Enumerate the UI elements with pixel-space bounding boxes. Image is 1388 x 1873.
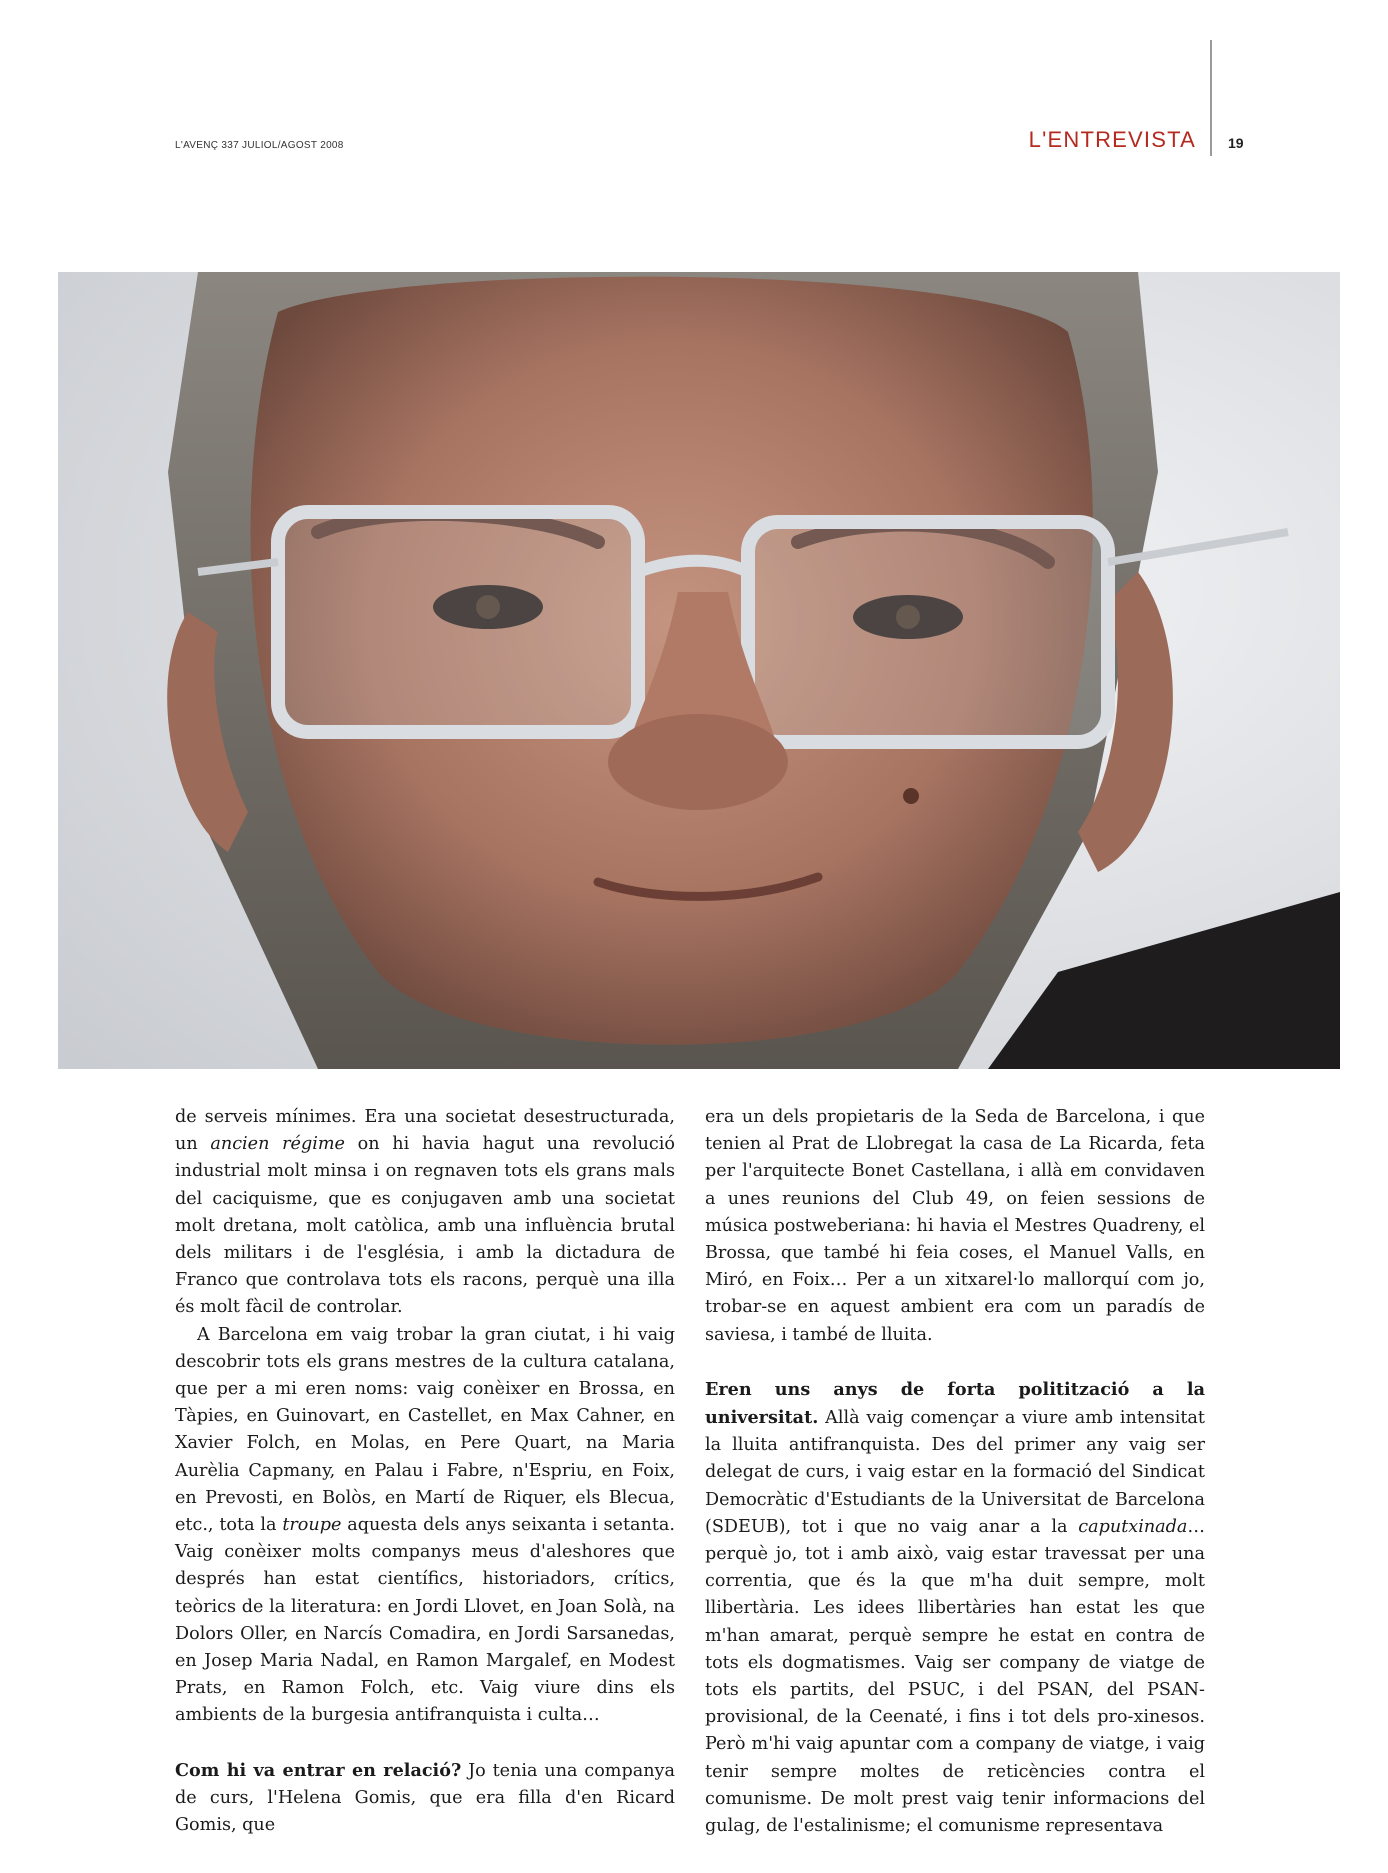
portrait-photo (58, 272, 1340, 1069)
interview-question: Com hi va entrar en relació? (175, 1759, 462, 1781)
section-title: L'ENTREVISTA (1028, 127, 1196, 152)
article-column-right (705, 1104, 1205, 1840)
portrait-photo-icon (58, 272, 1340, 1069)
page-number: 19 (1228, 135, 1244, 151)
paragraph: Eren uns anys de forta politització a la universitat. Allà vaig començar a viure amb intensitat la lluita antifranquista. Des del primer any vaig ser delegat de curs, i vaig estar en la formació del Sindicat Democràtic d'Estudiants de la Universitat de Barcelona (SDEUB), tot i que no vaig anar a la caputxinada… perquè jo, tot i amb això, vaig estar travessat per una correntia, que és la que m'ha duit sempre, molt llibertària. Les idees llibertàries han estat les que m'han amarat, perquè sempre he estat en contra de tots els dogmatismes. Vaig ser company de viatge de tots els partits, del PSUC, i del PSAN, del PSAN-provisional, de la Ceenaté, i fins i tot dels pro-xinesos. Però m'hi vaig apuntar com a company de viatge, i vaig tenir sempre moltes de reticències contra el comunisme. De molt prest vaig tenir informacions del gulag, de l'estalinisme; el comunisme representava (705, 1378, 1205, 1837)
paragraph: A Barcelona em vaig trobar la gran ciutat, i hi vaig descobrir tots els grans mestres de la cultura catalana, que per a mi eren noms: vaig conèixer en Brossa, en Tàpies, en Guinovart, en Castellet, en Max Cahner, en Xavier Folch, en Molas, en Pere Quart, na Maria Aurèlia Capmany, en Palau i Fabre, n'Espriu, en Foix, en Prevosti, en Bolòs, en Martí de Riquer, els Blecua, etc., tota la troupe aquesta dels anys seixanta i setanta. Vaig conèixer molts companys meus d'aleshores que després han estat científics, historiadors, crítics, teòrics de la literatura: en Jordi Llovet, en Joan Solà, na Dolors Oller, en Narcís Comadira, en Jordi Sarsanedas, en Josep Maria Nadal, en Ramon Margalef, en Modest Prats, en Ramon Folch, etc. Vaig viure dins els ambients de la burgesia antifranquista i culta… (175, 1324, 675, 1726)
paragraph: de serveis mínimes. Era una societat desestructurada, un ancien régime on hi havia hagut una revolució industrial molt minsa i on regnaven tots els grans mals del caciquisme, que es conjugaven amb una societat molt dretana, molt catòlica, amb una influència brutal dels militars i de l'església, i amb la dictadura de Franco que controlava tots els racons, perquè una illa és molt fàcil de controlar. (175, 1107, 675, 1318)
paragraph: era un dels propietaris de la Seda de Barcelona, i que tenien al Prat de Llobregat la casa de La Ricarda, feta per l'arquitecte Bonet Castellana, i allà em convidaven a unes reunions del Club 49, on feien sessions de música postweberiana: hi havia el Mestres Quadreny, el Brossa, que també hi feia coses, el Manuel Valls, en Miró, en Foix… Per a un xitxarel·lo mallorquí com jo, trobar-se en aquest ambient era com un paradís de saviesa, i també de lluita. (705, 1107, 1205, 1345)
header-divider (1210, 40, 1212, 156)
running-head: L'AVENÇ 337 JULIOL/AGOST 2008 (175, 140, 344, 151)
article-column-left (175, 1104, 675, 1839)
paragraph: Com hi va entrar en relació? Jo tenia una companya de curs, l'Helena Gomis, que era filla d'en Ricard Gomis, que (175, 1759, 675, 1836)
interview-question: Eren uns anys de forta politització a la universitat. (705, 1378, 1205, 1429)
